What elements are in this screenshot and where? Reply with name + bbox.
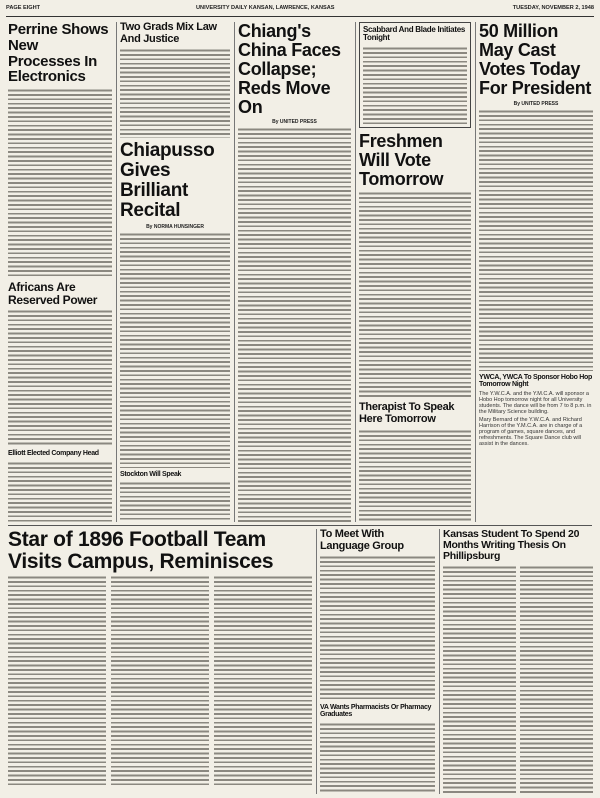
two-grads-body [120, 48, 230, 138]
ywca-body [479, 391, 593, 447]
page-header [6, 4, 594, 17]
elected-headline: Elliott Elected Company Head [8, 450, 99, 458]
star-body-col-2 [111, 575, 209, 787]
freshmen-body [359, 191, 471, 399]
masthead: UNIVERSITY DAILY KANSAN, LAWRENCE, KANSAS [196, 5, 335, 11]
kansas-student-body-col-2 [520, 565, 593, 794]
kansas-student-body-col-1 [443, 565, 516, 794]
column-rule [475, 22, 476, 522]
chiang-byline: By UNITED PRESS [272, 119, 317, 126]
kansas-student-story [443, 529, 593, 794]
kansas-student-headline: Kansas Student To Spend 20 Months Writing Thesis On Phillipsburg [443, 529, 580, 563]
language-body [320, 555, 435, 701]
scabbard-headline: Scabbard And Blade Initiates Tonight [363, 25, 465, 43]
language-column [320, 529, 435, 794]
column-1 [8, 22, 112, 522]
column-rule [355, 22, 356, 522]
chiang-headline: Chiang's China Faces Collapse; Reds Move On [238, 22, 341, 117]
chiapusso-headline: Chiapusso Gives Brilliant Recital [120, 140, 215, 221]
ywca-headline: YWCA, YWCA To Sponsor Hobo Hop Tomorrow Night [479, 373, 592, 388]
freshmen-headline: Freshmen Will Vote Tomorrow [359, 130, 444, 189]
fifty-million-byline: By UNITED PRESS [513, 100, 559, 107]
column-rule [116, 22, 117, 522]
column-rule [316, 529, 317, 794]
scabbard-body [363, 46, 467, 124]
va-body [320, 722, 435, 794]
star-body-col-1 [8, 575, 106, 787]
page-number: PAGE EIGHT [6, 5, 41, 11]
star-story [8, 529, 312, 794]
section-rule [8, 525, 592, 526]
therapist-body [359, 429, 471, 522]
language-headline: To Meet With Language Group [320, 529, 404, 552]
chiapusso-body [120, 232, 230, 468]
africans-body [8, 309, 112, 447]
chiapusso-byline: By NORMA HUNSINGER [146, 223, 204, 230]
ywca-paragraph: Mary Bernard of the Y.W.C.A. and Richard Harrison of the Y.M.C.A. are in charge of a program of games, square dances, and refreshments. The Square Dance club will assist in the dances. [479, 417, 583, 448]
scabbard-box [359, 22, 471, 128]
va-headline: VA Wants Pharmacists Or Pharmacy Graduates [320, 704, 432, 719]
column-rule [234, 22, 235, 522]
perrine-body [8, 88, 112, 278]
column-5 [479, 22, 593, 522]
perrine-headline: Perrine Shows New Processes In Electronics [8, 22, 109, 86]
stockton-headline: Stockton Will Speak [120, 470, 182, 478]
chiang-body [238, 127, 351, 522]
issue-date: TUESDAY, NOVEMBER 2, 1948 [512, 5, 594, 11]
stockton-body [120, 481, 230, 522]
star-headline: Star of 1896 Football Team Visits Campus, Reminisces [8, 529, 274, 573]
star-body-col-3 [214, 575, 312, 787]
fifty-million-body [479, 109, 593, 371]
therapist-headline: Therapist To Speak Here Tomorrow [359, 401, 455, 425]
column-2 [120, 22, 230, 522]
column-3 [238, 22, 351, 522]
two-grads-headline: Two Grads Mix Law And Justice [120, 22, 217, 45]
africans-headline: Africans Are Reserved Power [8, 280, 98, 307]
elected-body [8, 461, 112, 522]
column-4 [359, 22, 471, 522]
column-rule [439, 529, 440, 794]
ywca-paragraph: The Y.W.C.A. and the Y.M.C.A. will sponsor a Hobo Hop tomorrow night for all University students. The dance will be from 7 to 8 p.m. in the Military Science building. [479, 391, 592, 416]
fifty-million-headline: 50 Million May Cast Votes Today For President [479, 22, 592, 98]
